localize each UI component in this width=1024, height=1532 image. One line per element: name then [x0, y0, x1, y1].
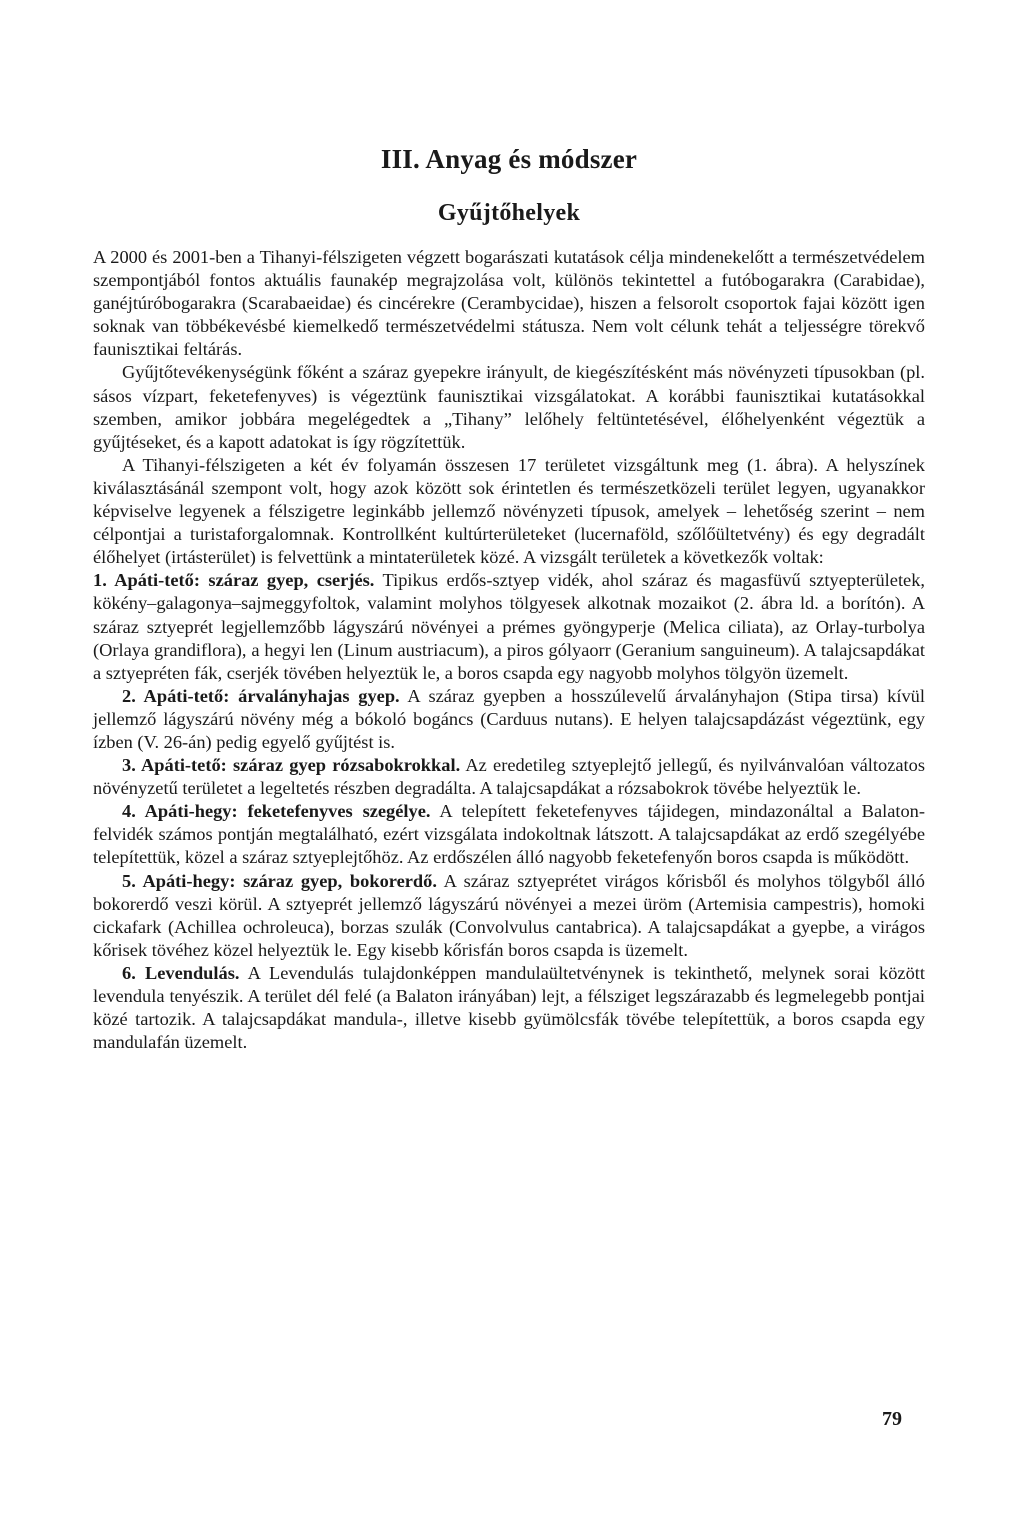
site-item-3-text: Az eredetileg sztyeplejtő jellegű, és nyilvánvalóan változatos növényzetű területet a legeltetés részben degradálta. A talajcsapdákat a rózsabokrok tövébe helyeztük le. [93, 755, 925, 799]
site-item-4 [93, 800, 925, 869]
site-item-4-text: A telepített feketefenyves tájidegen, mindazonáltal a Balaton-felvidék számos pontján megtalálható, ezért vizsgálata indokoltnak látszott. A talajcsapdákat az erdő szegélyébe telepítettük, közel a száraz sztyeplejtőhöz. Az erdőszélen álló nagyobb feketefenyőn boros csapda is működött. [93, 801, 926, 868]
paragraph-sites: A Tihanyi-félszigeten a két év folyamán összesen 17 területet vizsgáltunk meg (1. ábra). A helyszínek kiválasztásánál szempont volt, hogy azok között sok érintetlen és természetközeli terület legyen, ugyanakkor képviselve legyenek a félszigetre leginkább jellemző növényzeti típusok, amelyek – lehetőség szerint – nem célpontjai a turistaforgalomnak. Kontrollként kultúrterületeket (lucernaföld, szőlőültetvény) és egy degradált élőhelyet (irtásterület) is felvettünk a mintaterületek közé. A vizsgált területek a következők voltak: [93, 454, 925, 568]
chapter-title: III. Anyag és módszer [380, 144, 638, 174]
site-item-1-text: Tipikus erdős-sztyep vidék, ahol száraz és magasfüvű sztyepterületek, kökény–galagonya–sajmeggyfoltok, valamint molyhos tölgyesek alkotnak mozaikot (2. ábra ld. a borítón). A száraz sztyeprét legjellemzőbb lágyszárú növényei a prémes gyöngyperje (Melica ciliata), az Orlay-turbolya (Orlaya grandiflora), a hegyi len (Linum austriacum), a piros gólyaorr (Geranium sanguineum). A talajcsapdákat a sztyepréten fák, cserjék tövében helyeztük le, a boros csapda egy nagyobb molyhos tölgyön üzemelt. [93, 570, 926, 683]
site-item-5-text: A száraz sztyeprétet virágos kőrisből és molyhos tölgyből álló bokorerdő veszi körül. A sztyeprét jellemző lágyszárú növényei a mezei üröm (Artemisia campestris), homoki cickafark (Achillea ochroleuca), borzas szulák (Convolvulus cantabrica). A talajcsapdákat a gyepbe, a virágos kőrisek tövéhez közel helyeztük le. Egy kisebb kőrisfán boros csapda is üzemelt. [93, 870, 925, 960]
site-item-1-label: 1. Apáti-tető: száraz gyep, cserjés. [93, 570, 375, 591]
section-title: Gyűjtőhelyek [437, 200, 581, 226]
site-item-2 [93, 685, 925, 754]
document-page [93, 142, 925, 1054]
site-item-1 [93, 569, 925, 684]
paragraph-collecting: Gyűjtőtevékenységünk főként a száraz gyepekre irányult, de kiegészítésként más növényzeti típusokban (pl. sásos vízpart, feketefenyves) is végeztünk faunisztikai vizsgálatokat. A korábbi faunisztikai kutatásokkal szemben, amikor jobbára megelégedtek a „Tihany” lelőhely feltüntetésével, élőhelyenként végeztük a gyűjtéseket, és a kapott adatokat is így rögzítettük. [93, 362, 925, 452]
paragraph-intro: A 2000 és 2001-ben a Tihanyi-félszigeten végzett bogarászati kutatások célja mindenekelőtt a természetvédelem szempontjából fontos aktuális faunakép megrajzolása volt, különös tekintettel a futóbogarakra (Carabidae), ganéjtúróbogarakra (Scarabaeidae) és cincérekre (Cerambycidae), hiszen a felsorolt csoportok fajai között igen soknak van többékevésbé kiemelkedő természetvédelmi státusza. Nem volt célunk tehát a teljességre törekvő faunisztikai feltárás. [93, 247, 925, 360]
site-item-5-label: 5. Apáti-hegy: száraz gyep, bokorerdő. [122, 870, 437, 891]
site-item-2-text: A száraz gyepben a hosszúlevelű árvalányhajon (Stipa tirsa) kívül jellemző lágyszárú növény még a bókoló bogáncs (Carduus nutans). E helyen talajcsapdázást végeztünk, egy ízben (V. 26-án) pedig egyelő gyűjtést is. [93, 685, 925, 752]
site-item-3-label: 3. Apáti-tető: száraz gyep rózsabokrokkal. [122, 755, 461, 776]
site-item-3 [93, 754, 925, 800]
site-item-5 [93, 870, 925, 962]
site-item-6-text: A Levendulás tulajdonképpen mandulaültetvénynek is tekinthető, melynek sorai között levendula tenyészik. A terület dél felé (a Balaton irányában) lejt, a félsziget legszárazabb és legmelegebb pontjai közé tartozik. A talajcsapdákat mandula-, illetve kisebb gyümölcsfák tövébe telepítettük, a boros csapda egy mandulafán üzemelt. [93, 962, 925, 1053]
site-item-6-label: 6. Levendulás. [122, 962, 240, 983]
body-text [93, 246, 925, 1054]
page-number: 79 [882, 1408, 902, 1430]
site-item-2-label: 2. Apáti-tető: árvalányhajas gyep. [122, 685, 400, 706]
site-item-6 [93, 962, 925, 1054]
site-item-4-label: 4. Apáti-hegy: feketefenyves szegélye. [122, 801, 431, 822]
